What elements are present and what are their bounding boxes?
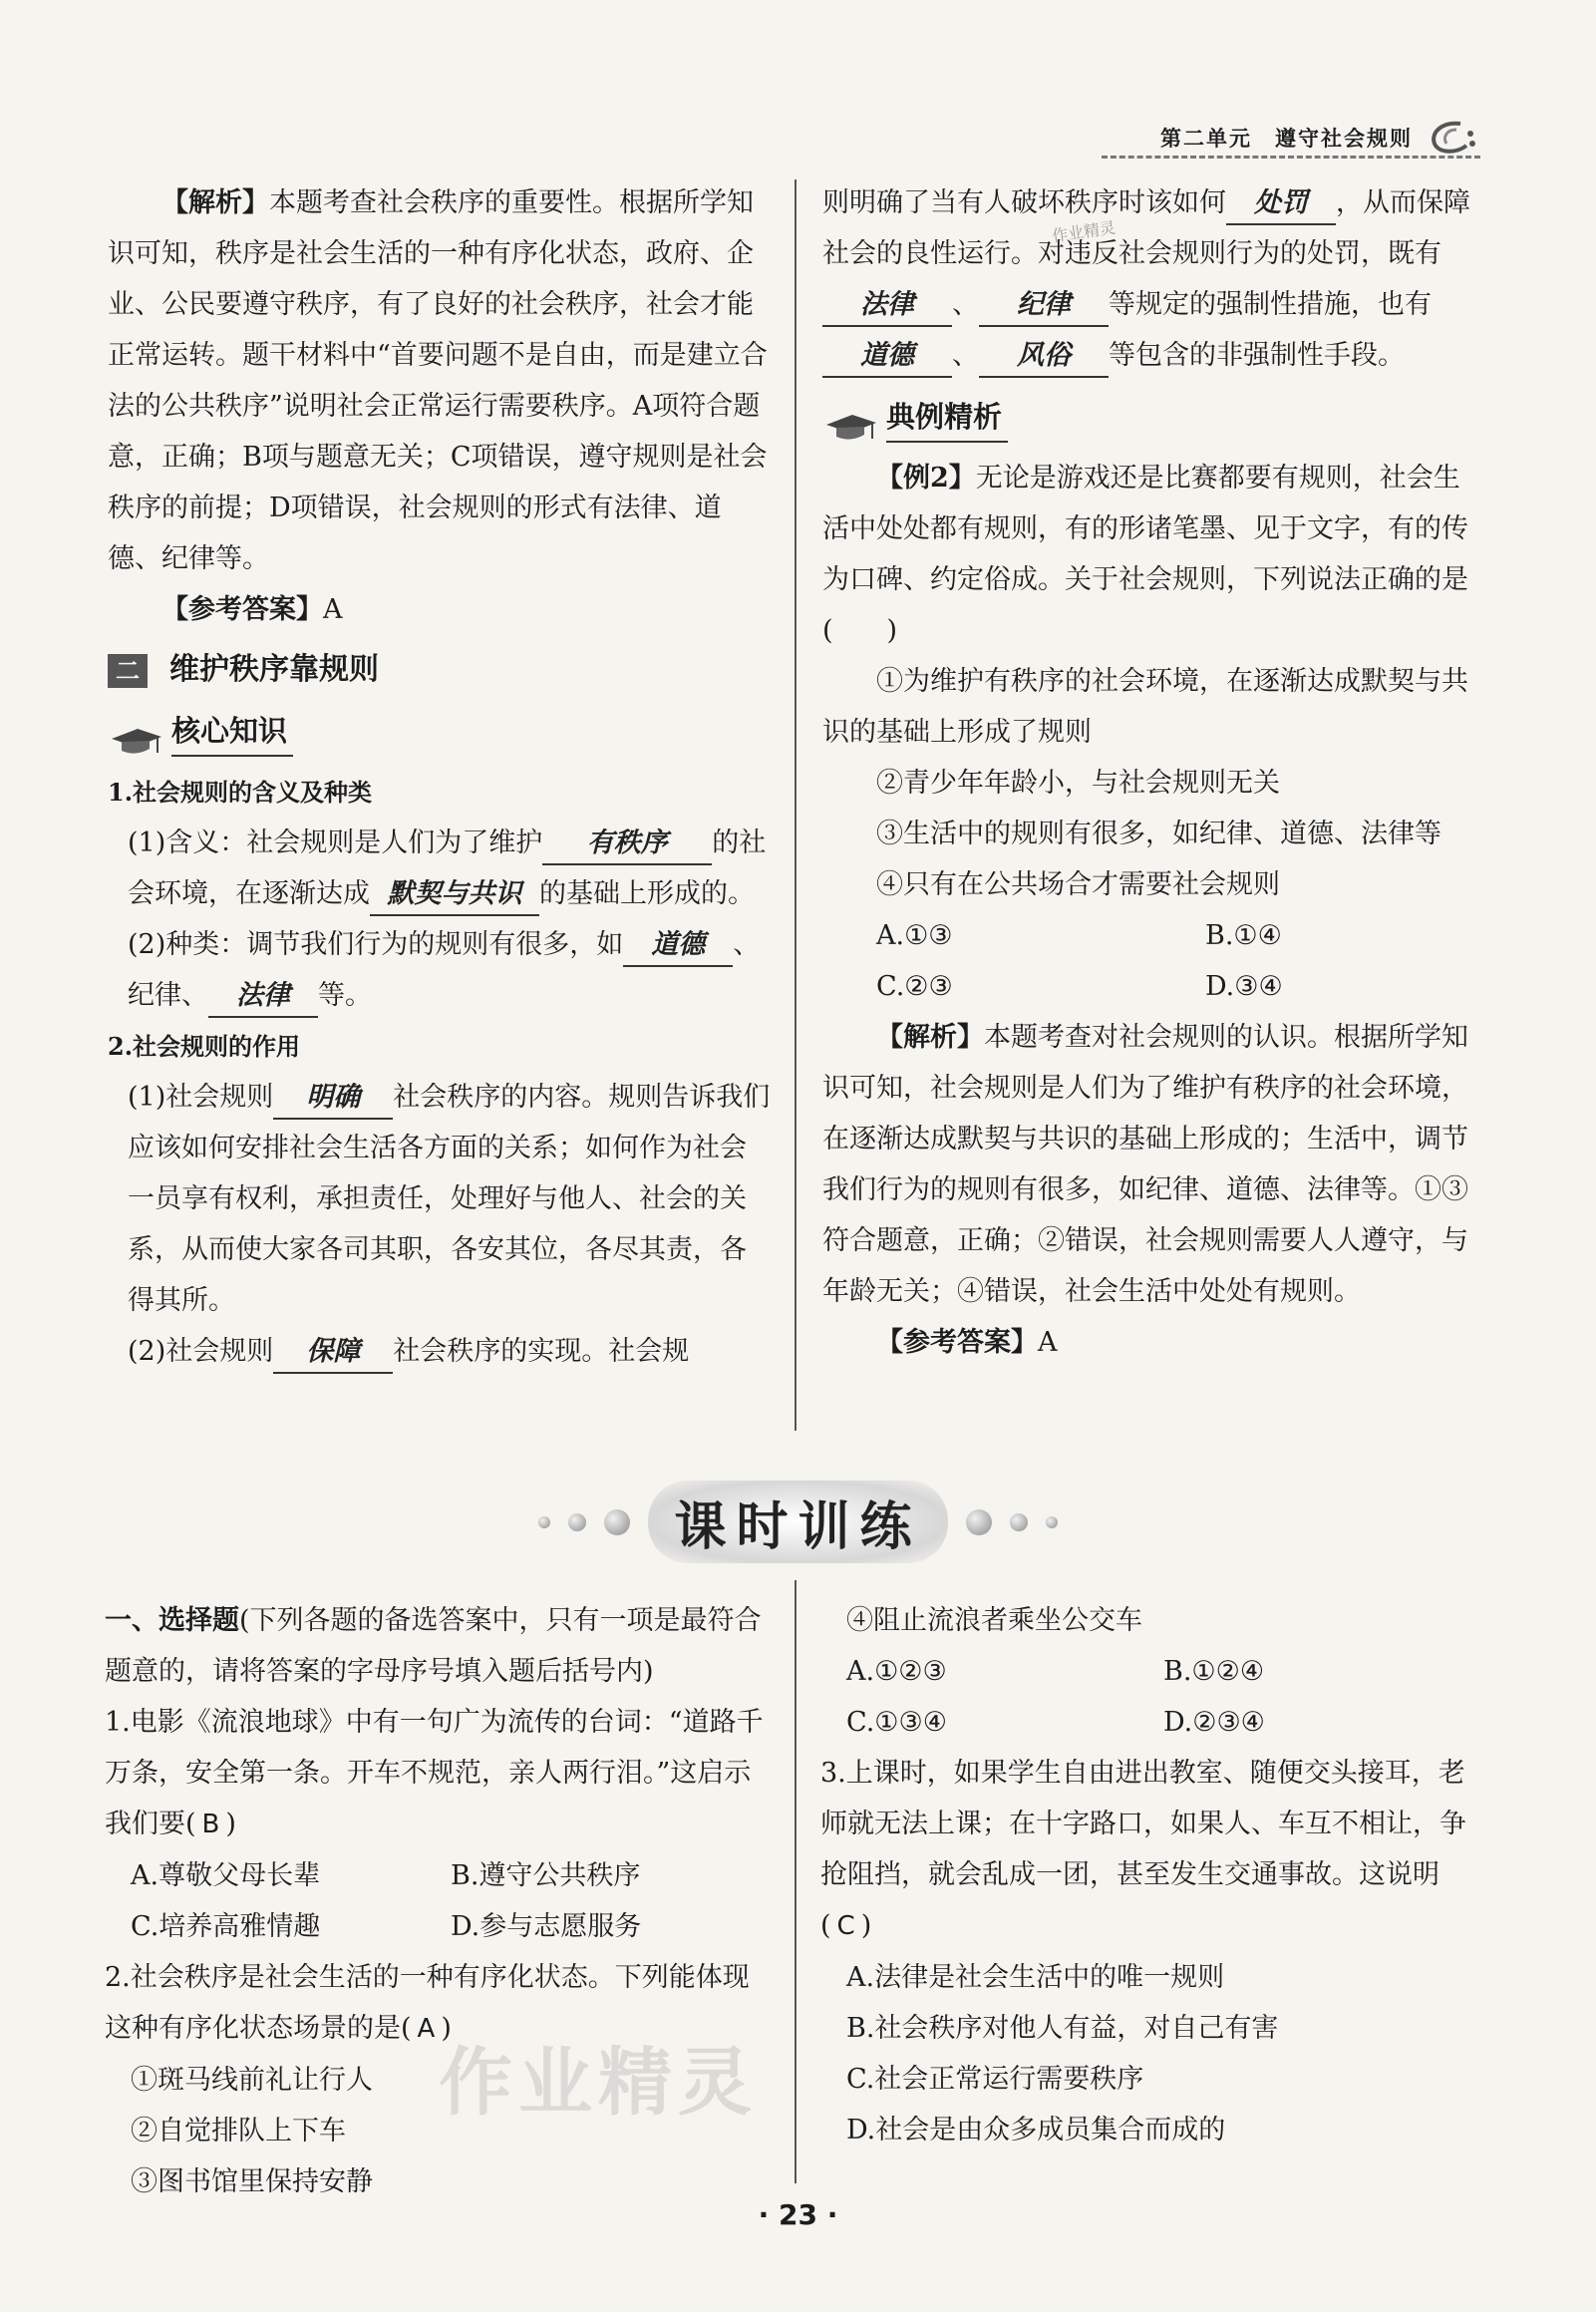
question-2-options-row-2 [820, 1697, 1480, 1748]
option-b: B.遵守公共秩序 [451, 1860, 641, 1891]
unit-title: 第二单元 遵守社会规则 [1160, 126, 1413, 151]
knowledge-item-meaning [108, 818, 771, 919]
analysis-text: 本题考查社会秩序的重要性。根据所学知识可知，秩序是社会生活的一种有序化状态，政府、企业、公民要遵守秩序，有了良好的社会秩序，社会才能正常运转。题干材料中“首要问题不是自由，而是建立合法的公共秩序”说明社会正常运行需要秩序。A项符合题意，正确；B项与题意无关；C项错误，遵守规则是社会秩序的前提；D项错误，社会规则的形式有法律、道德、纪律等。 [108, 187, 768, 574]
handwritten-answer: B [201, 1810, 220, 1839]
text: 的基础上形成的。 [539, 878, 755, 909]
text: (2)社会规则 [128, 1336, 274, 1367]
text: 社会秩序的实现。社会规 [393, 1336, 690, 1367]
analysis-paragraph [108, 177, 771, 584]
core-knowledge-heading [108, 709, 771, 757]
decorative-dot-icon [604, 1509, 630, 1535]
right-column-bottom [820, 1595, 1480, 2155]
fill-blank: 道德 [623, 925, 733, 967]
question-1 [105, 1697, 771, 1850]
option-b: B.①②④ [1163, 1656, 1265, 1687]
fill-blank: 风俗 [979, 336, 1109, 378]
text: (1)含义：社会规则是人们为了维护 [128, 827, 543, 858]
decorative-dot-icon [1010, 1513, 1028, 1531]
answer-value: A [1038, 1327, 1058, 1358]
example-options-row-1 [822, 910, 1480, 961]
answer-label: 【参考答案】 [161, 594, 323, 625]
example-text: 无论是游戏还是比赛都要有规则，社会生活中处处都有规则，有的形诸笔墨、见于文字，有的传为口碑、约定俗成。关于社会规则，下列说法正确的是( ) [822, 463, 1468, 646]
question-2-item: ③图书馆里保持安静 [131, 2166, 373, 2197]
option-c: C.②③ [876, 971, 953, 1002]
question-text: 2.社会秩序是社会生活的一种有序化状态。下列能体现这种有序化状态场景的是( [105, 1962, 750, 2044]
fill-blank: 保障 [273, 1332, 393, 1374]
fill-blank: 处罚 [1226, 183, 1336, 225]
option-a: A.①③ [876, 920, 953, 951]
option-c: C.培养高雅情趣 [131, 1911, 321, 1942]
question-2-item: ④阻止流浪者乘坐公交车 [846, 1605, 1142, 1636]
knowledge-item-types [108, 919, 771, 1021]
question-2-item: ①斑马线前礼让行人 [131, 2065, 373, 2096]
fill-blank: 有秩序 [542, 824, 712, 865]
fill-blank: 明确 [273, 1078, 393, 1120]
example-item: ④只有在公共场合才需要社会规则 [876, 869, 1280, 900]
option-d: D.②③④ [1163, 1707, 1265, 1738]
example-options-row-2 [822, 961, 1480, 1012]
option-a: A.①②③ [846, 1656, 947, 1687]
option-b: B.社会秩序对他人有益，对自己有害 [846, 2013, 1279, 2044]
text: 等包含的非强制性手段。 [1109, 340, 1405, 371]
question-text: 1.电影《流浪地球》中有一句广为流传的台词：“道路千万条，安全第一条。开车不规范，亲人两行泪。”这启示我们要( [105, 1707, 764, 1839]
knowledge-heading-2: 2.社会规则的作用 [108, 1032, 301, 1061]
section-label: 一、选择题 [105, 1605, 239, 1636]
knowledge-item-function-2 [108, 1326, 771, 1377]
text: ，从而保障社会的良性运行。对违反社会规则行为的处罚，既有 [822, 187, 1470, 269]
left-column-top [108, 177, 771, 1377]
analysis-text: 本题考查对社会规则的认识。根据所学知识可知，社会规则是人们为了维护有秩序的社会环境，在逐渐达成默契与共识的基础上形成的；生活中，调节我们行为的规则有很多，如纪律、道德、法律等。①③符合题意，正确；②错误，社会规则需要人人遵守，与年龄无关；④错误，社会生活中处处有规则。 [822, 1022, 1468, 1307]
question-3 [820, 1748, 1480, 1952]
graduation-cap-icon [822, 411, 878, 443]
text: ) [860, 1910, 872, 1941]
answer-label: 【参考答案】 [876, 1327, 1038, 1358]
analysis-label: 【解析】 [161, 187, 269, 218]
text: 则明确了当有人破坏秩序时该如何 [822, 187, 1226, 218]
text: 、 [952, 289, 979, 320]
decorative-dot-icon [538, 1516, 550, 1528]
section-note: (下列各题的备选答案中，只有一项是最符合题意的，请将答案的字母序号填入题后括号内) [105, 1605, 762, 1687]
analysis-label: 【解析】 [876, 1022, 984, 1053]
knowledge-heading-1: 1.社会规则的含义及种类 [108, 778, 373, 807]
text: (2)种类：调节我们行为的规则有很多，如 [128, 929, 624, 960]
question-2-options-row-1 [820, 1646, 1480, 1697]
option-c: C.①③④ [846, 1707, 947, 1738]
section-number: 二 [108, 654, 148, 688]
example-item: ③生活中的规则有很多，如纪律、道德、法律等 [876, 819, 1441, 849]
text: ) [441, 2013, 452, 2044]
example-question [822, 453, 1480, 656]
fill-blank: 法律 [822, 285, 952, 327]
section-title: 维护秩序靠规则 [169, 652, 379, 687]
fill-blank: 法律 [208, 976, 318, 1018]
core-knowledge-title: 核心知识 [171, 709, 293, 757]
handwritten-answer: C [836, 1911, 855, 1941]
text: 、纪律、 [128, 929, 761, 1011]
section-heading [108, 645, 771, 695]
example-item: ②青少年年龄小，与社会规则无关 [876, 768, 1280, 799]
column-divider-bottom [795, 1580, 797, 2183]
lesson-practice-banner [0, 1481, 1596, 1563]
option-a: A.尊敬父母长辈 [131, 1860, 321, 1891]
handwritten-answer: A [417, 2014, 436, 2044]
text: 的社会环境，在逐渐达成 [128, 827, 767, 909]
option-d: D.③④ [1205, 971, 1283, 1002]
choice-section-heading [105, 1595, 771, 1697]
header-dashed-rule [1102, 156, 1480, 159]
text: ) [225, 1809, 236, 1839]
option-b: B.①④ [1205, 920, 1282, 951]
knowledge-continuation [822, 177, 1480, 381]
example-item: ①为维护有秩序的社会环境，在逐渐达成默契与共识的基础上形成了规则 [822, 666, 1468, 748]
text: 、 [952, 340, 979, 371]
question-1-options-row-1 [105, 1850, 771, 1901]
option-a: A.法律是社会生活中的唯一规则 [846, 1962, 1225, 1993]
example-title: 典例精析 [886, 395, 1008, 443]
question-2-item: ②自觉排队上下车 [131, 2116, 346, 2147]
page-header [1160, 120, 1478, 156]
fill-blank: 默契与共识 [370, 874, 539, 916]
graduation-cap-icon [108, 725, 163, 757]
answer-line [108, 584, 771, 635]
right-column-top [822, 177, 1480, 1368]
question-1-options-row-2 [105, 1901, 771, 1952]
page-number: · 23 · [758, 2198, 838, 2231]
answer-value: A [323, 594, 343, 625]
option-d: D.社会是由众多成员集合而成的 [846, 2115, 1226, 2146]
decorative-dot-icon [966, 1509, 992, 1535]
question-text: 3.上课时，如果学生自由进出教室、随便交头接耳，老师就无法上课；在十字路口，如果人、车互不相让，争抢阻挡，就会乱成一团，甚至发生交通事故。这说明( [820, 1758, 1466, 1941]
option-d: D.参与志愿服务 [451, 1911, 642, 1942]
fill-blank: 道德 [822, 336, 952, 378]
example-analysis [822, 1012, 1480, 1317]
text: 等规定的强制性措施，也有 [1109, 289, 1432, 320]
fill-blank: 纪律 [979, 285, 1109, 327]
decorative-dot-icon [568, 1513, 586, 1531]
example-label: 【例2】 [876, 463, 976, 494]
example-heading [822, 395, 1480, 443]
text: 社会秩序的内容。规则告诉我们应该如何安排社会生活各方面的关系；如何作为社会一员享有权利，承担责任，处理好与他人、社会的关系，从而使大家各司其职，各安其位，各尽其责，各得其所。 [128, 1082, 771, 1316]
text: (1)社会规则 [128, 1082, 274, 1113]
option-c: C.社会正常运行需要秩序 [846, 2064, 1144, 2095]
swirl-logo-icon [1427, 120, 1478, 156]
text: 等。 [318, 980, 372, 1011]
banner-title: 课时训练 [648, 1481, 947, 1563]
example-answer [822, 1317, 1480, 1368]
watermark-text: 作业精灵 [439, 2040, 758, 2126]
decorative-dot-icon [1046, 1516, 1058, 1528]
column-divider-top [795, 179, 797, 1431]
knowledge-item-function-1 [108, 1072, 771, 1326]
stamp-watermark: 作业精灵 [1051, 217, 1117, 246]
